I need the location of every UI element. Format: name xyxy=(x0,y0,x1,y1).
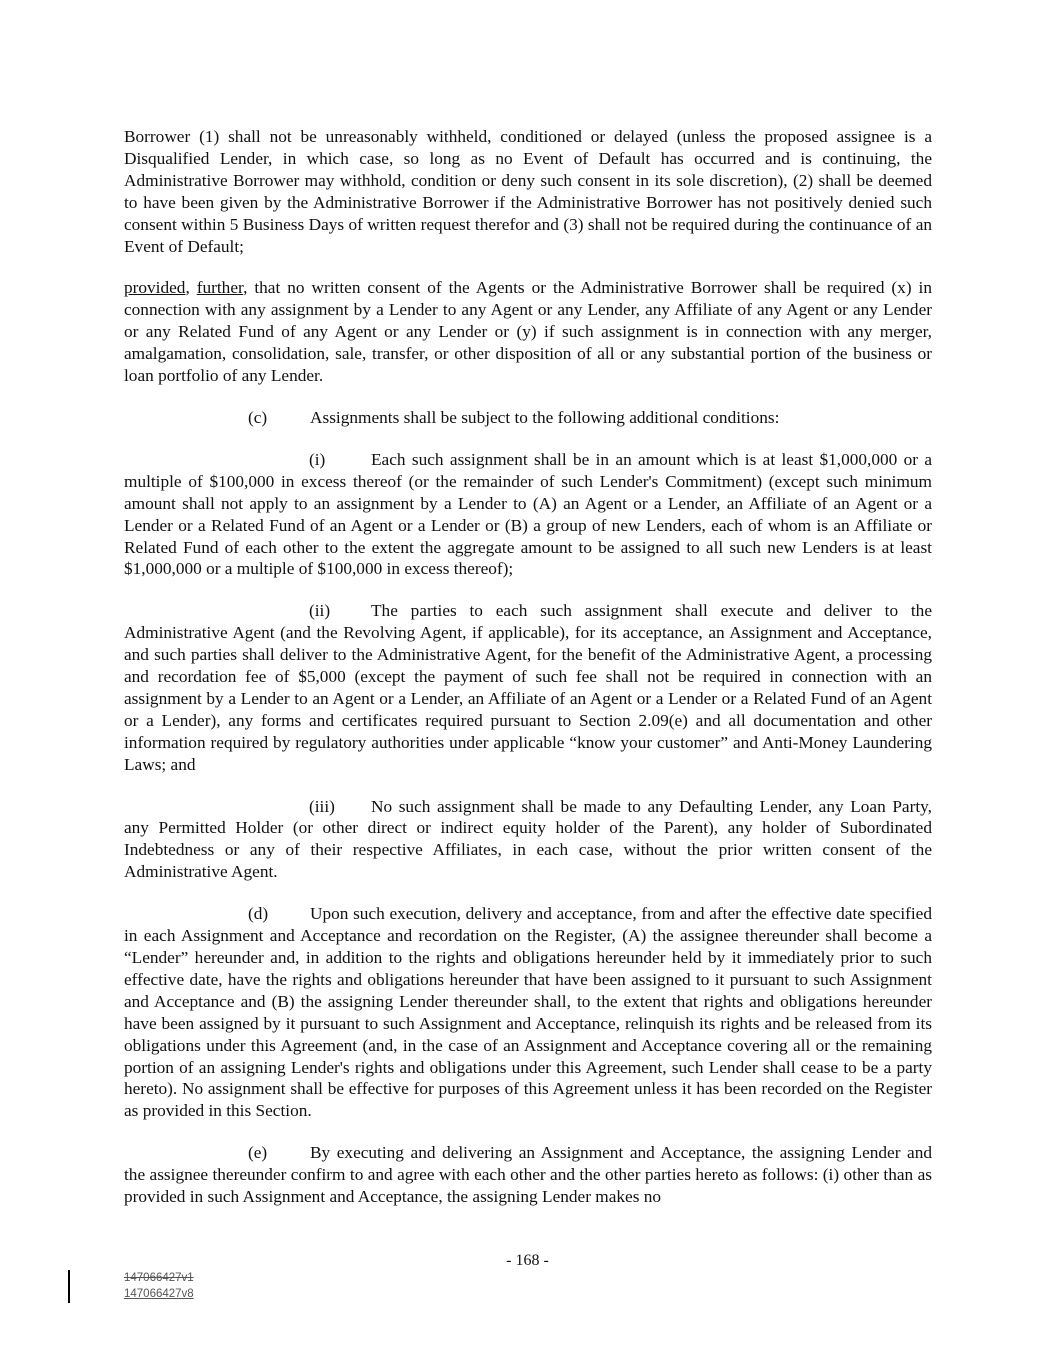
clause-iii-text: No such assignment shall be made to any Defaulting Lender, any Loan Party, any Permitted Holder (or other direct or indirect equity holder of the Parent), any holder of Subordinated Indebtedness or any of their respective Affiliates, in each case, without the prior written consent of the Administrative Agent. xyxy=(124,796,932,882)
section-e xyxy=(124,1142,932,1208)
section-c-text: Assignments shall be subject to the following additional conditions: xyxy=(310,407,780,427)
section-d-text: Upon such execution, delivery and acceptance, from and after the effective date specified in each Assignment and Acceptance and recordation on the Register, (A) the assignee thereunder shall become a “Lender” hereunder and, in addition to the rights and obligations hereunder held by it immediately prior to such effective date, have the rights and obligations hereunder that have been assigned to it pursuant to such Assignment and Acceptance and (B) the assigning Lender thereunder shall, to the extent that rights and obligations hereunder have been assigned by it pursuant to such Assignment and Acceptance, relinquish its rights and be released from its obligations under this Agreement (and, in the case of an Assignment and Acceptance covering all or the remaining portion of an assigning Lender's rights and obligations under this Agreement, such Lender shall cease to be a party hereto). No assignment shall be effective for purposes of this Agreement unless it has been recorded on the Register as provided in this Section. xyxy=(124,904,932,1121)
clause-i-label: (i) xyxy=(309,449,326,469)
doc-id-old: 147066427v1 xyxy=(124,1272,194,1284)
section-e-text: By executing and delivering an Assignment and Acceptance, the assigning Lender and the assignee thereunder confirm to and agree with each other and the other parties hereto as follows: (i) other than as provided in such Assignment and Acceptance, the assigning Lender makes no xyxy=(124,1143,932,1207)
provided-further-text: , that no written consent of the Agents or the Administrative Borrower shall be required (x) in connection with any assignment by a Lender to any Agent or any Lender, any Affiliate of any Agent or any Lender or any Related Fund of any Agent or any Lender or (y) if such assignment is in connection with any merger, amalgamation, consolidation, sale, transfer, or other disposition of all or any substantial portion of the business or loan portfolio of any Lender. xyxy=(124,278,932,386)
section-c xyxy=(124,407,932,429)
doc-id-new: 147066427v8 xyxy=(124,1288,194,1300)
clause-i xyxy=(124,449,932,580)
document-body xyxy=(124,126,932,1208)
section-d xyxy=(124,903,932,1122)
provided-term: provided xyxy=(124,278,186,298)
clause-iii xyxy=(124,796,932,884)
clause-ii xyxy=(124,600,932,775)
clause-i-text: Each such assignment shall be in an amount which is at least $1,000,000 or a multiple of $100,000 in excess thereof (or the remainder of such Lender's Commitment) (except such minimum amount shall not apply to an assignment by a Lender to (A) an Agent or a Lender, an Affiliate of an Agent or a Lender or a Related Fund of an Agent or a Lender or (B) a group of new Lenders, each of whom is an Affiliate or Related Fund of each other to the extent the aggregate amount to be assigned to all such new Lenders is at least $1,000,000 or a multiple of $100,000 in excess thereof); xyxy=(124,449,932,579)
further-term: further xyxy=(196,278,244,298)
clause-ii-text: The parties to each such assignment shall execute and deliver to the Administrative Agent (and the Revolving Agent, if applicable), for its acceptance, an Assignment and Acceptance, and such parties shall deliver to the Administrative Agent, for the benefit of the Administrative Agent, a processing and recordation fee of $5,000 (except the payment of such fee shall not be required in connection with an assignment by a Lender to an Agent or a Lender, an Affiliate of an Agent or a Lender or a Related Fund of an Agent or a Lender), any forms and certificates required pursuant to Section 2.09(e) and all documentation and other information required by regulatory authorities under applicable “know your customer” and Anti-Money Laundering Laws; and xyxy=(124,601,932,774)
paragraph-borrower-consent: Borrower (1) shall not be unreasonably withheld, conditioned or delayed (unless the proposed assignee is a Disqualified Lender, in which case, so long as no Event of Default has occurred and is continuing, the Administrative Borrower may withhold, condition or deny such consent in its sole discretion), (2) shall be deemed to have been given by the Administrative Borrower if the Administrative Borrower has not positively denied such consent within 5 Business Days of written request therefor and (3) shall not be required during the continuance of an Event of Default; xyxy=(124,127,932,256)
page-number: - 168 - xyxy=(506,1252,549,1269)
provided-separator: , xyxy=(185,278,197,298)
section-c-label: (c) xyxy=(248,407,268,427)
clause-iii-label: (iii) xyxy=(309,796,335,816)
revision-bar xyxy=(68,1270,70,1303)
clause-ii-label: (ii) xyxy=(309,601,331,621)
paragraph-provided-further xyxy=(124,277,932,387)
section-e-label: (e) xyxy=(248,1143,268,1163)
section-d-label: (d) xyxy=(248,904,269,924)
